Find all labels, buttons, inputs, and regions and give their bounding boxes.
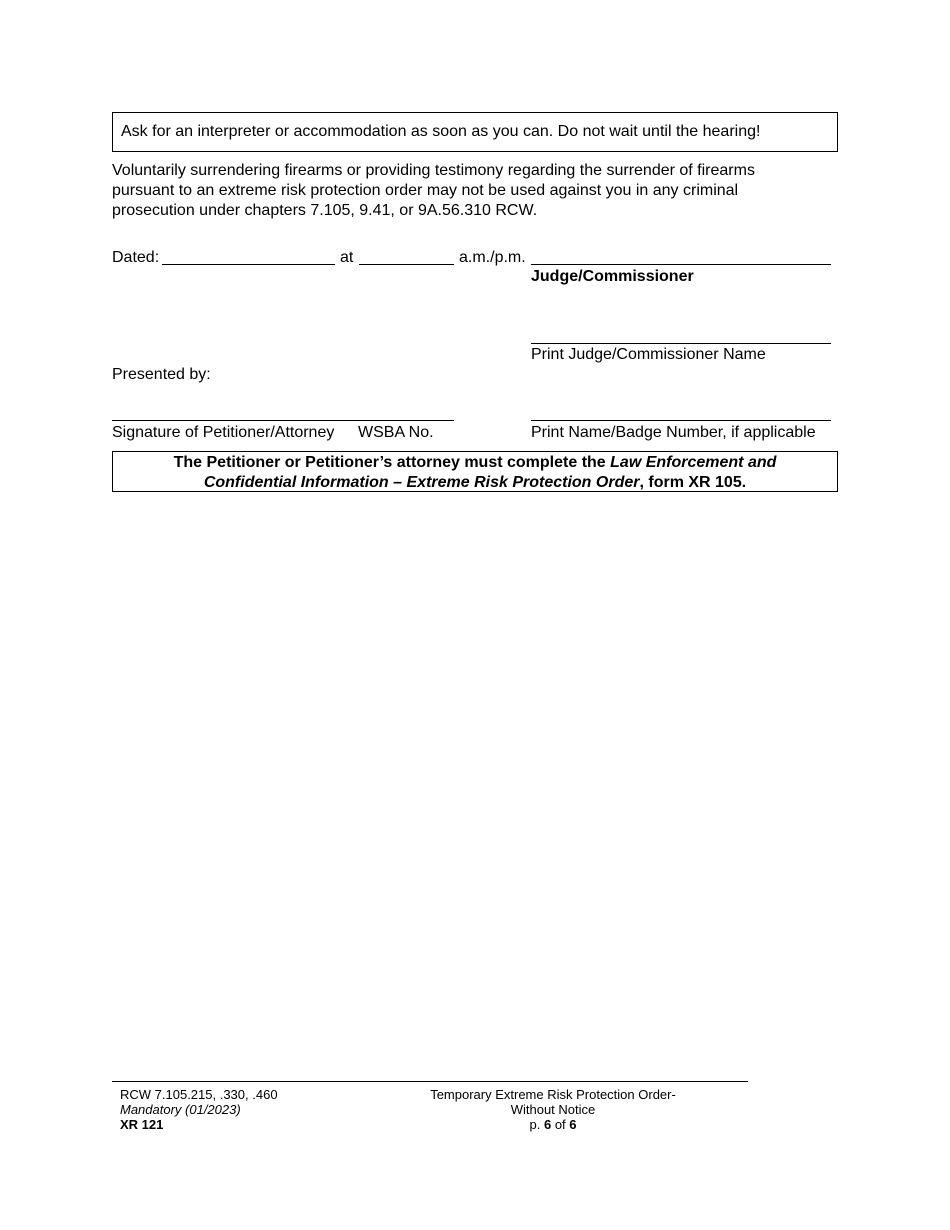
page-prefix: p. [529,1117,541,1132]
at-label: at [340,249,354,266]
instruction-line-1 [113,453,837,473]
ampm-label: a.m./p.m. [459,249,526,266]
interpreter-notice-box [112,112,838,152]
judge-commissioner-label: Judge/Commissioner [531,268,694,285]
footer-rcw: RCW 7.105.215, .330, .460 [120,1087,278,1102]
instruction-line-2 [113,473,837,493]
firearms-paragraph-line-2: pursuant to an extreme risk protection order may not be used against you in any criminal [112,182,739,199]
print-name-badge-field[interactable] [531,420,831,421]
footer-title [403,1087,703,1133]
dated-label: Dated: [112,249,160,266]
instruction-text-2: , form XR 105. [639,474,747,491]
firearms-paragraph-line-3: prosecution under chapters 7.105, 9.41, or 9A.56.310 RCW. [112,202,538,219]
dated-field[interactable] [162,264,335,265]
page-total: 6 [569,1117,577,1132]
instruction-box [112,451,838,492]
petitioner-signature-label: Signature of Petitioner/Attorney [112,424,335,441]
footer-form-id: XR 121 [120,1117,164,1132]
time-field[interactable] [359,264,454,265]
petitioner-signature-field[interactable] [112,420,454,421]
footer-rule [112,1081,748,1082]
instruction-italic-1: Law Enforcement and [610,454,777,471]
judge-signature-field[interactable] [531,264,831,265]
presented-by-label: Presented by: [112,366,211,383]
print-judge-name-label: Print Judge/Commissioner Name [531,346,766,363]
print-judge-name-field[interactable] [531,343,831,344]
footer-title-line-1: Temporary Extreme Risk Protection Order- [430,1087,676,1102]
footer-page-number [403,1117,703,1133]
firearms-paragraph-line-1: Voluntarily surrendering firearms or providing testimony regarding the surrender of firearms [112,162,755,179]
wsba-label: WSBA No. [358,424,434,441]
footer-mandatory: Mandatory (01/2023) [120,1102,241,1117]
print-name-badge-label: Print Name/Badge Number, if applicable [531,424,816,441]
instruction-text-1: The Petitioner or Petitioner’s attorney must complete the [173,454,611,471]
page-of: of [554,1117,566,1132]
footer-title-line-2: Without Notice [510,1102,596,1117]
interpreter-notice-text: Ask for an interpreter or accommodation as soon as you can. Do not wait until the hearing! [121,123,761,140]
instruction-italic-2: Confidential Information – Extreme Risk Protection Order [203,474,640,491]
page-current: 6 [543,1117,552,1132]
